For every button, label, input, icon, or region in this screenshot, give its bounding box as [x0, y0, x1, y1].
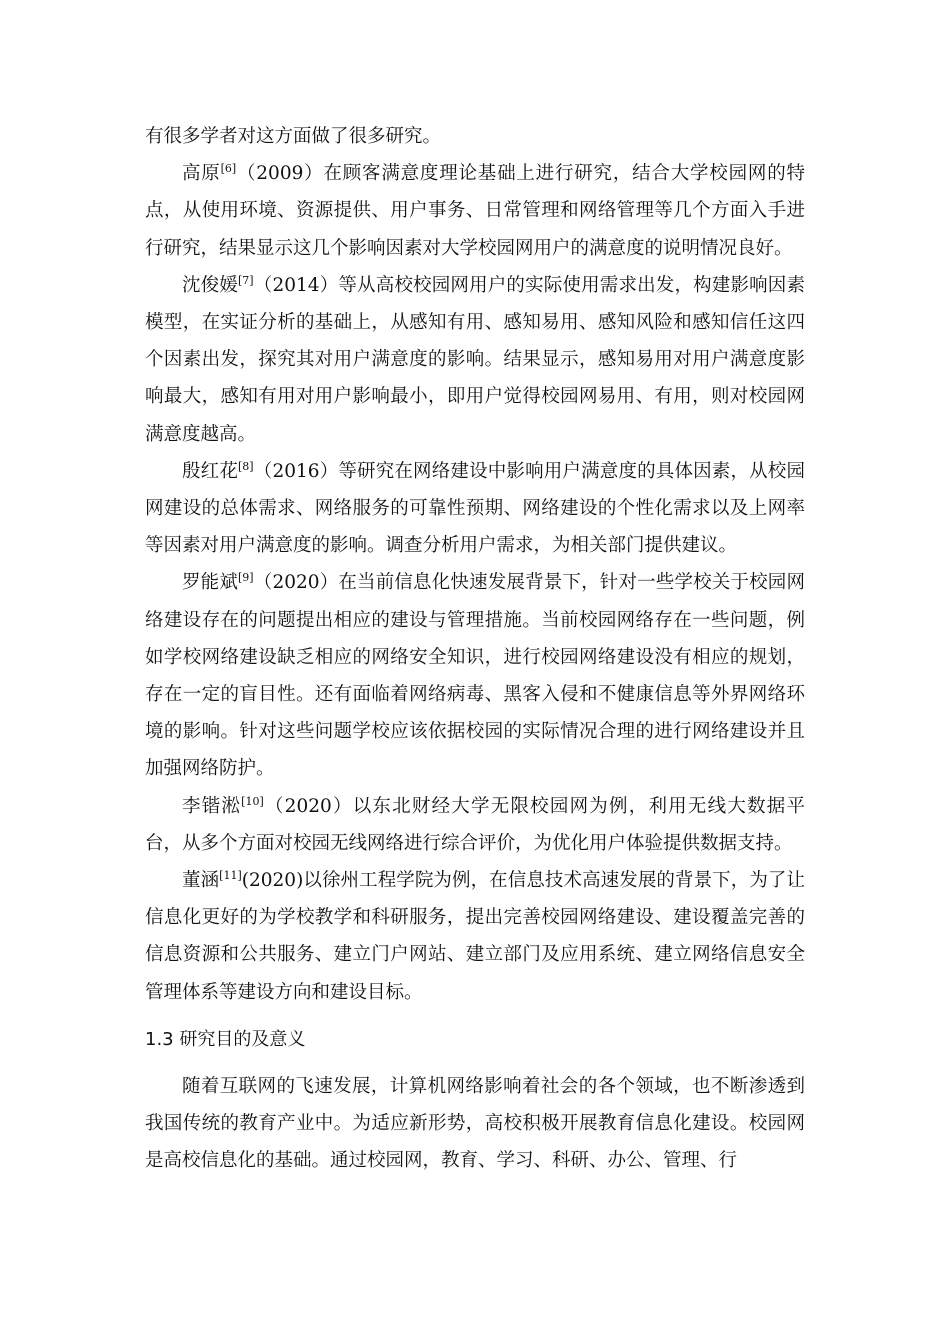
review-text: （2009）在顾客满意度理论基础上进行研究，结合大学校园网的特点，从使用环境、资源提供、用户事务、日常管理和网络管理等几个方面入手进行研究，结果显示这几个影响因素对大学校园网用户的满意度的说明情况良好。 — [145, 163, 805, 259]
citation-marker: [6] — [220, 162, 237, 176]
review-paragraph-gaoyuan — [145, 155, 805, 267]
author-name: 高原 — [182, 163, 221, 185]
author-name: 罗能斌 — [182, 572, 239, 594]
review-paragraph-donghan — [145, 862, 805, 1011]
review-paragraph-yinhonghua — [145, 453, 805, 565]
document-body — [145, 118, 805, 1179]
author-name: 董涵 — [182, 870, 220, 892]
intro-tail-paragraph: 有很多学者对这方面做了很多研究。 — [145, 126, 442, 147]
review-text: （2016）等研究在网络建设中影响用户满意度的具体因素，从校园网建设的总体需求、网络服务的可靠性预期、网络建设的个性化需求以及上网率等因素对用户满意度的影响。调查分析用户需求，为相关部门提供建议。 — [145, 460, 805, 557]
review-text: （2020）以东北财经大学无限校园网为例，利用无线大数据平台，从多个方面对校园无线网络进行综合评价，为优化用户体验提供数据支持。 — [145, 795, 805, 854]
author-name: 李锴淞 — [182, 795, 242, 817]
review-text: （2020）在当前信息化快速发展背景下，针对一些学校关于校园网络建设存在的问题提出相应的建设与管理措施。当前校园网络存在一些问题，例如学校网络建设缺乏相应的网络安全知识，进行校园网络建设没有相应的规划，存在一定的盲目性。还有面临着网络病毒、黑客入侵和不健康信息等外界网络环境的影响。针对这些问题学校应该依据校园的实际情况合理的进行网络建设并且加强网络防护。 — [145, 572, 805, 780]
citation-marker: [8] — [238, 459, 254, 473]
review-paragraph-luonengbin — [145, 564, 805, 787]
citation-marker: [10] — [241, 794, 264, 808]
review-text: (2020)以徐州工程学院为例，在信息技术高速发展的背景下，为了让信息化更好的为学校教学和科研服务，提出完善校园网络建设、建设覆盖完善的信息资源和公共服务、建立门户网站、建立部门及应用系统、建立网络信息安全管理体系等建设方向和建设目标。 — [145, 870, 805, 1003]
citation-marker: [7] — [238, 273, 254, 287]
review-text: （2014）等从高校校园网用户的实际使用需求出发，构建影响因素模型，在实证分析的基础上，从感知有用、感知易用、感知风险和感知信任这四个因素出发，探究其对用户满意度的影响。结果显示，感知易用对用户满意度影响最大，感知有用对用户影响最小，即用户觉得校园网易用、有用，则对校园网满意度越高。 — [145, 274, 805, 445]
review-paragraph-shenjunyuan — [145, 267, 805, 453]
citation-marker: [9] — [238, 571, 254, 585]
citation-marker: [11] — [219, 869, 242, 883]
author-name: 殷红花 — [182, 460, 239, 482]
review-paragraph-likaisong — [145, 788, 805, 862]
section-paragraph: 随着互联网的飞速发展，计算机网络影响着社会的各个领域，也不断渗透到我国传统的教育产业中。为适应新形势，高校积极开展教育信息化建设。校园网是高校信息化的基础。通过校园网，教育、学习、科研、办公、管理、行 — [145, 1075, 805, 1172]
author-name: 沈俊媛 — [182, 274, 239, 296]
section-heading: 1.3 研究目的及意义 — [145, 1028, 306, 1050]
